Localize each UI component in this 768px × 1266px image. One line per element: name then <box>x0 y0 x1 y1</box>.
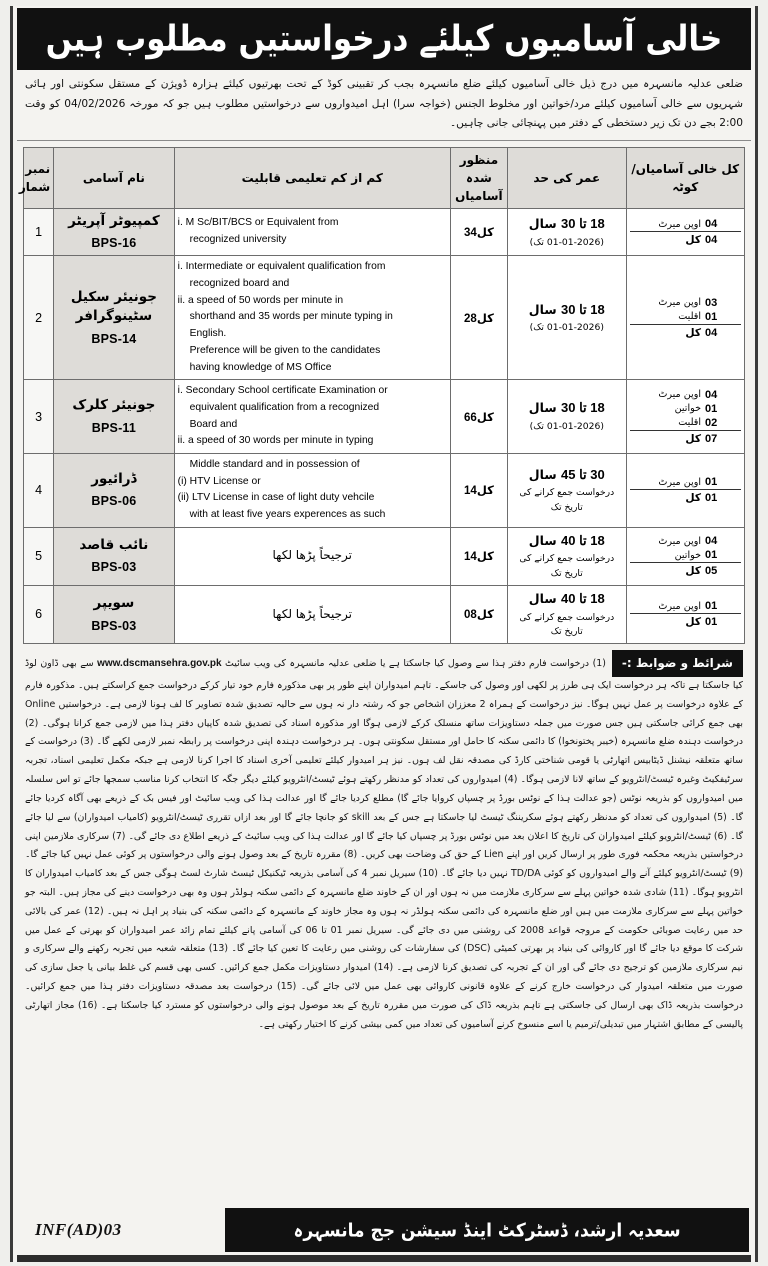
header-sanctioned: منظور شدہ آسامیاں <box>450 147 507 208</box>
cell-post-name <box>54 453 175 527</box>
qualification-line: ii. a speed of 30 words per minute in typing <box>177 435 374 447</box>
age-subnote: (01-01-2026 تک) <box>529 236 604 248</box>
quota-label: خواتین <box>674 403 701 415</box>
quota-total-count: 04 <box>703 324 741 340</box>
age-subnote: درخواست جمع کرانے کی تاریخ تک <box>519 487 615 514</box>
cell-post-name <box>54 208 175 256</box>
quota-row <box>630 217 741 232</box>
cell-post-name <box>54 527 175 585</box>
qualification-line: (ii) LTV License in case of light duty vehcile <box>177 492 375 504</box>
table-row <box>24 208 745 256</box>
post-title: جونیئر سکیل سٹینوگرافر <box>70 288 157 325</box>
quota-total-count: 07 <box>703 430 741 446</box>
post-bps-grade: BPS-03 <box>91 560 137 575</box>
quota-total-label: کل <box>630 430 703 446</box>
header-banner <box>17 8 751 70</box>
header-age: عمر کی حد <box>508 147 626 208</box>
terms-paragraph: (6) ٹیسٹ/انٹرویو کیلئے امیدواران کی تاریخ کا اعلان بعد میں نوٹس بورڈ پر چسپاں کیا جائے گا اور عدالت ہذا کی ویب سائیٹ کے ذریعے اطلاع دی جائے گی۔ <box>128 830 728 842</box>
quota-label: اقلیت <box>678 417 701 429</box>
post-bps-grade: BPS-11 <box>91 420 137 435</box>
quota-label: خواتین <box>674 549 701 561</box>
cell-serial-number: 4 <box>24 453 54 527</box>
terms-paragraph: (10) سیریل نمبر 4 کی آسامی بذریعہ ٹیکنیکل ٹیسٹ شارٹ لسٹ ہوگی جس کے بعد کامیاب امیدواران کا انٹرویو ہوگا۔ <box>25 868 744 898</box>
signer-name: سعدیہ ارشد، ڈسٹرکٹ اینڈ سیشن جج مانسہرہ <box>293 1219 681 1242</box>
inf-code: INF(AD)03 <box>35 1220 122 1239</box>
quota-row <box>630 296 741 310</box>
qualification-line: recognized board and <box>189 278 290 290</box>
terms-paragraph: (5) امیدواروں کی تعداد کو مدنظر رکھتے ہوئے سکریننگ ٹیسٹ لیا جاسکتا ہے جس کے بعد skill کو جانچا جائے گا اور بعد ازاں تقرری ٹیسٹ/انٹرویو (کامیاب امیدواران) سے لیا جائے گا۔ <box>25 811 743 842</box>
website-link[interactable]: www.dscmansehra.gov.pk <box>97 658 222 670</box>
table-row <box>24 380 745 454</box>
terms-paragraph: (16) مجاز اتھارٹی پالیسی کے مطابق اشتہار میں تبدیلی/ترمیم یا اسے منسوخ کرنے آسامیوں کی تعداد میں کمی بیشی کرنے کا اختیار رکھتی ہے۔ <box>25 999 743 1030</box>
terms-paragraph: (2) درخواست دہندہ ضلع مانسہرہ (خیبر پختونخوا) کا دائمی سکنہ کا حامل اور مستقل سکونتی ہوں۔ ہر درخواست دہندہ اپنی درخواست پر رابطہ نمبر لازمی لکھے گا۔ <box>25 717 743 748</box>
age-subnote: درخواست جمع کرانے کی تاریخ تک <box>519 611 615 638</box>
age-range: 18 تا 40 سال <box>528 532 605 548</box>
qualification-line: Preference will be given to the candidates <box>189 344 381 356</box>
cell-age-limit <box>508 585 626 643</box>
quota-row <box>630 416 741 431</box>
qualification-line: i. Secondary School certificate Examination or <box>177 385 388 397</box>
header-vacancies: کل خالی آسامیاں/کوٹہ <box>626 147 744 208</box>
cell-post-name <box>54 585 175 643</box>
quota-total-row <box>630 490 741 506</box>
quota-row <box>630 475 741 490</box>
qualification-line: i. Intermediate or equivalent qualification from <box>177 261 386 273</box>
terms-paragraph: (9) ٹیسٹ/انٹرویو کیلئے آنے والے امیدواروں کو کوئی TD/DA نہیں دیا جائے گا۔ <box>441 868 744 880</box>
cell-serial-number: 3 <box>24 380 54 454</box>
quota-label: اوپن میرٹ <box>658 476 701 488</box>
quota-count: 03 <box>705 296 718 309</box>
cell-post-name <box>54 380 175 454</box>
cell-qualification <box>174 453 450 527</box>
cell-vacancies <box>626 527 744 585</box>
post-title: ڈرائیور <box>91 470 137 487</box>
quota-row <box>630 534 741 548</box>
jobs-table <box>18 147 745 644</box>
quota-table <box>630 599 741 629</box>
cell-serial-number: 2 <box>24 256 54 380</box>
quota-count: 01 <box>705 549 718 562</box>
cell-age-limit <box>508 527 626 585</box>
qualification-line: Board and <box>189 418 238 430</box>
advertisement-sheet <box>10 6 758 1262</box>
terms-paragraph: (3) درخواست کے ساتھ متعلقہ نیشنل ڈیٹابیس اتھارٹی یا قومی شناختی کارڈ کی مصدقہ نقل لف ہوں۔ نیز ہر امیدوار کیلئے تعلیمی آخری اسناد کا اجرا کرنا لازمی ہے جبکہ مکمل تعلیمی اسناد، تجربہ سرٹیفکیٹ وغیرہ ٹیسٹ/انٹرویو کے ساتھ لانا لازمی ہوگا۔ <box>25 736 743 786</box>
footer-bar <box>19 1208 749 1252</box>
quota-total-row <box>630 324 741 340</box>
quota-count: 01 <box>705 600 718 613</box>
post-title: کمپیوٹر آپریٹر <box>68 212 160 229</box>
quota-count: 04 <box>705 388 718 401</box>
qualification-line: having knowledge of MS Office <box>189 361 332 373</box>
qualification-line: shorthand and 35 words per minute typing in <box>189 311 393 323</box>
quota-row <box>630 548 741 563</box>
quota-table <box>630 475 741 505</box>
terms-body <box>25 658 743 1030</box>
quota-row <box>630 599 741 614</box>
cell-sanctioned-posts: کل66 <box>450 380 507 454</box>
quota-count: 02 <box>705 416 718 429</box>
terms-paragraph: (1) درخواست فارم دفتر ہذا سے وصول کیا جاسکتا ہے یا ضلعی عدلیہ مانسہرہ کی ویب سائیٹ www.dscmansehra.gov.pk سے بھی ڈاون لوڈ کیا جاسکتا ہے تاکہ ہر درخواست ایک ہی طرز پر لکھی اور وصول کی جاسکے۔ تاہم امیدواران اپنے طور پر بھی مذکورہ فارم خود تیار کرکے درخواست جمع کراسکتے ہیں۔ مذکورہ فارم کے علاوہ درخواست پر عمل نہیں ہوگا۔ نیز درخواست کے ہمراہ 2 معززان اشخاص جو کہ رشتہ دار نہ ہوں سے حالیہ تصدیق شدہ تصاویر کا لف ہونا لازمی ہے۔ درخواستیں Online بھی جمع کرائی جاسکتی ہیں جس صورت میں جملہ دستاویزات ساتھ منسلک کرکے لازمی ہوگا اور مذکورہ اسناد کی تصدیق شدہ کاپیاں دفتر ہذا میں لازمی جمع کرانا ہوگی۔ <box>25 658 744 729</box>
qualification-line: English. <box>189 328 227 340</box>
terms-paragraph: (8) مقررہ تاریخ کے بعد وصول ہونے والی درخواستوں پر کوئی عمل نہیں کیا جائے گا۔ <box>25 849 358 861</box>
cell-qualification: ترجیحاً پڑھا لکھا <box>174 585 450 643</box>
terms-and-conditions <box>17 646 751 1206</box>
age-range: 18 تا 30 سال <box>528 301 605 317</box>
qualification-line: recognized university <box>189 234 287 246</box>
quota-total-count: 01 <box>703 490 741 506</box>
cell-vacancies <box>626 585 744 643</box>
quota-count: 04 <box>705 218 718 231</box>
cell-qualification <box>174 256 450 380</box>
qualification-line: ii. a speed of 50 words per minute in <box>177 294 344 306</box>
quota-table <box>630 534 741 578</box>
quota-total-row <box>630 232 741 248</box>
post-bps-grade: BPS-14 <box>91 331 137 346</box>
terms-paragraph: (4) امیدواروں کی تعداد کو مدنظر رکھتے ہوئے ٹیسٹ/انٹرویو کیلئے دیگر جگہ کا انتخاب کرنا مناسب سمجھا جائے تو اس سلسلہ میں امیدواروں کو بذریعہ نوٹس (جو عدالت ہذا کے نوٹس بورڈ پر چسپاں کروایا جائے گا) مطلع کردیا جائے گا اور عدالت ہذا کی ویب سائیٹ اور فیس بک کے ذریعے بھی آگاہ کردیا جائے گا۔ <box>25 774 743 823</box>
quota-label: اوپن میرٹ <box>658 297 701 309</box>
age-subnote: (01-01-2026 تک) <box>529 322 604 334</box>
post-bps-grade: BPS-03 <box>91 618 137 633</box>
cell-vacancies <box>626 256 744 380</box>
cell-serial-number: 1 <box>24 208 54 256</box>
quota-total-label: کل <box>630 563 703 579</box>
cell-post-name <box>54 256 175 380</box>
quota-table <box>630 388 741 446</box>
terms-paragraph: (11) شادی شدہ خواتین پہلے سے سرکاری ملازمت میں نہ ہوں اور ان کے خاوند ضلع مانسہرہ کے دائمی سکنہ ہولڈر ہوں وہ بھی درخواست دینے کی مجاز ہیں۔ البتہ جو خواتین پہلے سے سرکاری ملازمت میں ہیں اور ضلع مانسہرہ کی دائمی سکنہ ہولڈر نہ ہوں وہ مجاز خاوند کے مانسہرہ کے دائمی سکنہ کی بنیاد پر اہل نہ ہیں۔ <box>25 886 743 917</box>
table-header-row <box>24 147 745 208</box>
jobs-table-wrapper <box>17 141 751 646</box>
jobs-table-body <box>24 208 745 643</box>
quota-count: 04 <box>705 535 718 548</box>
quota-total-label: کل <box>630 324 703 340</box>
quota-count: 01 <box>705 310 718 323</box>
quota-label: اوپن میرٹ <box>658 389 701 401</box>
quota-total-count: 01 <box>703 614 741 630</box>
cell-age-limit <box>508 256 626 380</box>
header-qualification: کم از کم تعلیمی قابلیت <box>174 147 450 208</box>
quota-total-row <box>630 430 741 446</box>
cell-sanctioned-posts: کل34 <box>450 208 507 256</box>
quota-count: 01 <box>705 402 718 415</box>
cell-serial-number: 6 <box>24 585 54 643</box>
quota-label: اوپن میرٹ <box>658 600 701 612</box>
quota-table <box>630 217 741 247</box>
footer-left <box>19 1208 225 1252</box>
cell-vacancies <box>626 208 744 256</box>
age-range: 18 تا 30 سال <box>528 400 605 416</box>
quota-label: اقلیت <box>678 311 701 323</box>
quota-total-row <box>630 614 741 630</box>
quota-table <box>630 296 741 340</box>
quota-count: 01 <box>705 476 718 489</box>
quota-total-label: کل <box>630 490 703 506</box>
cell-vacancies <box>626 380 744 454</box>
terms-paragraph: (14) امیدوار دستاویزات مکمل جمع کرائیں۔ کسی بھی قسم کی غلط بیانی یا جعل سازی کی صورت میں متعلقہ امیدوار کی درخواست خارج کرنے کے علاوہ قانونی کاروائی بھی عمل میں لائی جائے گی۔ <box>25 962 743 993</box>
cell-age-limit <box>508 453 626 527</box>
quota-row <box>630 388 741 402</box>
cell-age-limit <box>508 380 626 454</box>
quota-total-row <box>630 563 741 579</box>
table-row <box>24 453 745 527</box>
cell-qualification: ترجیحاً پڑھا لکھا <box>174 527 450 585</box>
quota-label: اوپن میرٹ <box>658 535 701 547</box>
table-row <box>24 585 745 643</box>
cell-sanctioned-posts: کل14 <box>450 453 507 527</box>
qualification-line: Middle standard and in possession of <box>189 458 360 470</box>
cell-age-limit <box>508 208 626 256</box>
footer-right <box>225 1208 749 1252</box>
quota-row <box>630 402 741 416</box>
qualification-line: with at least five years experences as such <box>189 508 386 520</box>
age-subnote: درخواست جمع کرانے کی تاریخ تک <box>519 553 615 580</box>
table-row <box>24 527 745 585</box>
bottom-rule <box>17 1255 751 1262</box>
page-title: خالی آسامیوں کیلئے درخواستیں مطلوب ہیں <box>45 18 723 60</box>
header-serial: نمبر شمار <box>24 147 54 208</box>
post-title: سویپر <box>93 595 135 612</box>
cell-qualification <box>174 208 450 256</box>
quota-total-label: کل <box>630 614 703 630</box>
quota-label: اوپن میرٹ <box>658 218 701 230</box>
cell-sanctioned-posts: کل28 <box>450 256 507 380</box>
qualification-line: i. M Sc/BIT/BCS or Equivalent from <box>177 217 339 229</box>
table-row <box>24 256 745 380</box>
quota-total-count: 04 <box>703 232 741 248</box>
post-title: جونیئر کلرک <box>72 397 156 414</box>
cell-vacancies <box>626 453 744 527</box>
post-bps-grade: BPS-06 <box>91 494 137 509</box>
cell-sanctioned-posts: کل08 <box>450 585 507 643</box>
terms-heading: شرائط و ضوابط :- <box>612 650 743 677</box>
quota-total-count: 05 <box>703 563 741 579</box>
cell-sanctioned-posts: کل14 <box>450 527 507 585</box>
qualification-line: (i) HTV License or <box>177 475 261 487</box>
cell-qualification <box>174 380 450 454</box>
quota-row <box>630 310 741 325</box>
header-post-name: نام آسامی <box>54 147 175 208</box>
age-range: 30 تا 45 سال <box>528 466 605 482</box>
quota-total-label: کل <box>630 232 703 248</box>
qualification-line: equivalent qualification from a recognized <box>189 401 380 413</box>
post-bps-grade: BPS-16 <box>91 236 137 251</box>
age-range: 18 تا 30 سال <box>528 215 605 231</box>
age-range: 18 تا 40 سال <box>528 590 605 606</box>
cell-serial-number: 5 <box>24 527 54 585</box>
terms-paragraph: (13) متعلقہ شعبہ میں تجربہ رکھنے والے سرکاری و نیم سرکاری ملازمین کو ترجیح دی جائے گی اور ان کے تجربہ کی تصدیق کرنا لازمی ہے۔ <box>25 943 743 974</box>
post-title: نائب قاصد <box>79 536 149 553</box>
age-subnote: (01-01-2026 تک) <box>529 421 604 433</box>
intro-paragraph: ضلعی عدلیہ مانسہرہ میں درج ذیل خالی آسامیوں کیلئے ضلع مانسہرہ بجب کر تقبینی کوڈ کے تحت بھرتیوں کیلئے ہزارہ ڈویژن کے مستقل سکونتی اور ہائی شہریوں سے خالی آسامیوں کیلئے مرد/خواتین اور مخلوط الجنس (خواجہ سرا) اہل امیدواروں سے درخواستیں مطلوب ہیں جو کہ مورخہ 04/02/2026 کو وقت 2:00 بجے دن تک زیر دستخطی کے دفتر میں پہنچائی جانی چاہیں۔ <box>17 70 751 141</box>
terms-paragraph: (15) درخواست بعد مصدقہ دستاویزات دفتر ہذا میں جمع کرائیں۔ درخواست بذریعہ ڈاک بھی ارسال کی جاسکتی ہے تاہم بذریعہ ڈاک کی صورت میں مقررہ تاریخ کے بعد موصول ہونے والی درخواستوں کو مسترد کیا جاسکتا ہے۔ <box>25 981 743 1011</box>
terms-paragraph: (7) سرکاری ملازمین اپنی درخواستیں بذریعہ محکمہ فوری طور پر ارسال کریں اور اپنے Lien کے حق کی وضاحت بھی کریں۔ <box>25 830 743 861</box>
terms-paragraph: (12) عمر کی بالائی حد میں رعایت صوبائی حکومت کے مروجہ قواعد 2008 کی روشنی میں دی جائے گی۔ سیریل نمبر 01 تا 06 کی آسامی پانے کیلئے تمام زائد عمر امیدواران کو بھرتی کے عمل میں شرکت کا موقع دیا جائے گا اور کاروائی کی بنیاد پر بھرتی کمیٹی (DSC) کی سفارشات کی روشنی میں رعایت کا تعین کیا جائے گا۔ <box>25 905 744 955</box>
